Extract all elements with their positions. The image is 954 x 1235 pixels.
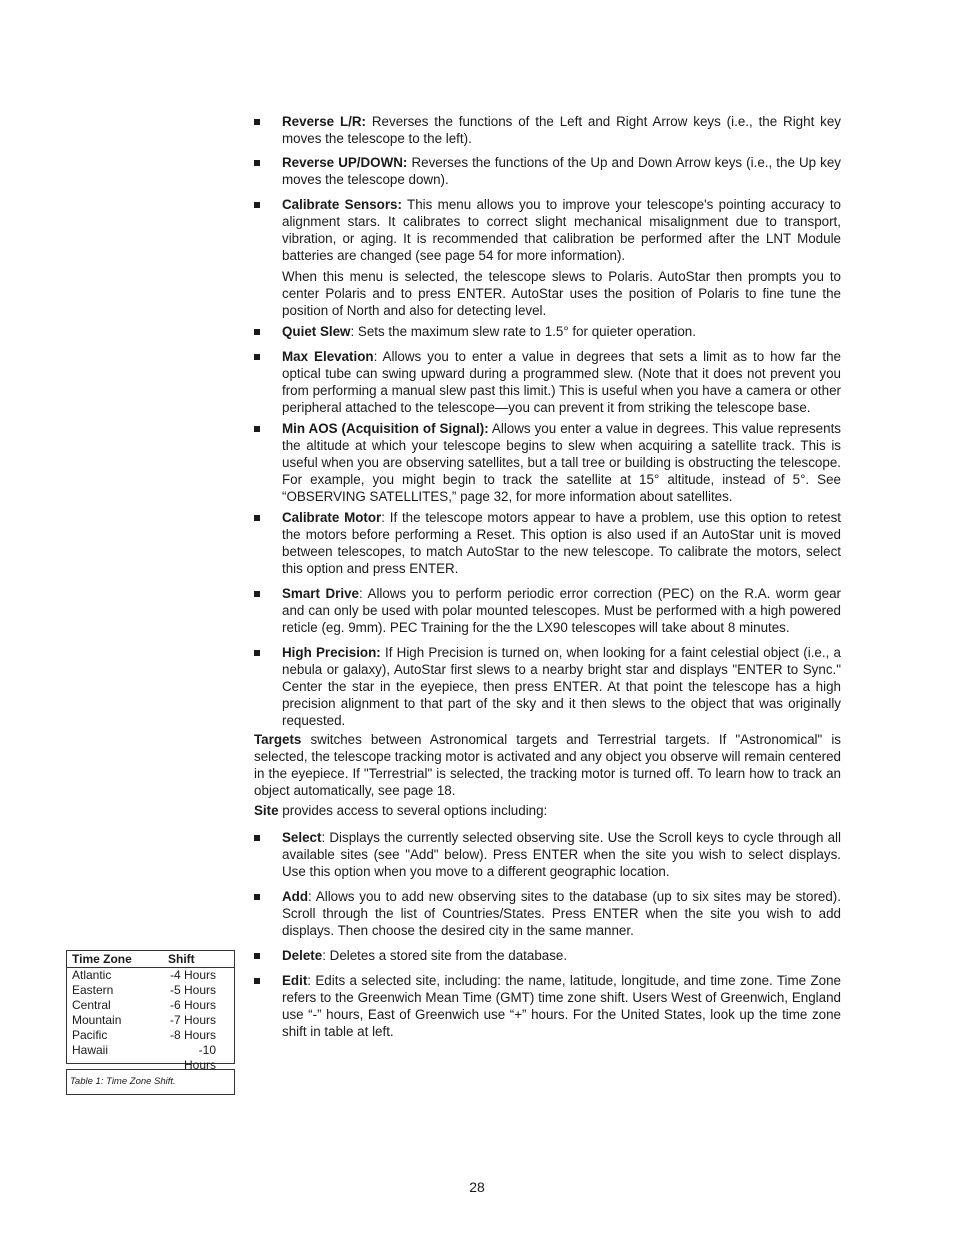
header-time-zone: Time Zone	[72, 952, 132, 966]
item-text: : Allows you to enter a value in degrees that sets a limit as to how far the optical tube can swing upward during a programmed slew. (Note that it does not prevent you from performing a manual slew past this limit.) This is useful when you have a camera or other peripheral attached to the telescope—you can prevent it from striking the telescope base.	[282, 349, 841, 415]
bullet-icon	[254, 426, 260, 432]
shift-cell: -6 Hours	[169, 998, 216, 1012]
item-text: : Allows you to add new observing sites to the database (up to six sites may be stored). Scroll through the list of Countries/States. Press ENTER when the site you wish to add displays. Then choose the desired city in the same manner.	[282, 889, 841, 938]
item-text: : Allows you to perform periodic error correction (PEC) on the R.A. worm gear and can only be used with polar mounted telescopes. Must be performed with a high powered reticle (eg. 9mm). PEC Training for the the LX90 telescopes will take about 8 minutes.	[282, 586, 841, 635]
item-title: Delete	[282, 948, 323, 963]
bullet-icon	[254, 591, 260, 597]
item-text: : Deletes a stored site from the database.	[322, 948, 568, 963]
item-text: Allows you enter a value in degrees. This value represents the altitude at which your telescope begins to slew when acquiring a satellite track. This is useful when you are observing satellites, but a tall tree or building is obstructing the telescope. For example, you might begin to track the satellite at 15° altitude, instead of 5°. See “OBSERVING SATELLITES,” page 32, for more information about satellites.	[282, 421, 841, 504]
site-options-list	[254, 829, 841, 1040]
table-row	[67, 998, 234, 1013]
bullet-icon	[254, 119, 260, 125]
time-zone-cell: Pacific	[72, 1028, 108, 1042]
item-title: Edit	[282, 973, 308, 988]
list-item	[254, 585, 841, 636]
targets-paragraph	[254, 731, 841, 799]
table-row	[67, 1028, 234, 1043]
item-title: Reverse UP/DOWN:	[282, 155, 408, 170]
shift-cell: -10 Hours	[183, 1043, 216, 1072]
bullet-icon	[254, 202, 260, 208]
table-row	[67, 968, 234, 983]
list-item	[254, 196, 841, 319]
item-title: Min AOS (Acquisition of Signal):	[282, 421, 489, 436]
list-item	[254, 113, 841, 147]
item-title: Calibrate Sensors:	[282, 197, 402, 212]
time-zone-cell: Central	[72, 998, 111, 1012]
shift-cell: -7 Hours	[169, 1013, 216, 1027]
bullet-icon	[254, 650, 260, 656]
table-body	[67, 968, 234, 1073]
time-zone-cell: Mountain	[72, 1013, 122, 1027]
header-shift: Shift	[168, 952, 195, 966]
bullet-icon	[254, 160, 260, 166]
item-title: Add	[282, 889, 309, 904]
site-text: provides access to several options including:	[282, 803, 548, 818]
bullet-icon	[254, 329, 260, 335]
item-text: : Edits a selected site, including: the name, latitude, longitude, and time zone. Time Zone refers to the Greenwich Mean Time (GMT) time zone shift. Users West of Greenwich, England use “-” hours, East of Greenwich use “+” hours. For the United States, look up the time zone shift in table at left.	[282, 973, 841, 1039]
main-column	[254, 113, 841, 1040]
item-title: Calibrate Motor	[282, 510, 382, 525]
time-zone-cell: Eastern	[72, 983, 114, 997]
shift-cell: -5 Hours	[169, 983, 216, 997]
bullet-icon	[254, 515, 260, 521]
bullet-icon	[254, 354, 260, 360]
list-item	[254, 947, 841, 964]
menu-options-list	[254, 113, 841, 729]
list-item	[254, 888, 841, 939]
item-title: High Precision:	[282, 645, 381, 660]
bullet-icon	[254, 894, 260, 900]
site-paragraph	[254, 802, 841, 819]
item-text: Reverses the functions of the Left and Right Arrow keys (i.e., the Right key moves the telescope to the left).	[282, 114, 841, 146]
item-title: Max Elevation	[282, 349, 374, 364]
list-item	[254, 644, 841, 729]
item-text: : If the telescope motors appear to have a problem, use this option to retest the motors before performing a Reset. This option is also used if an AutoStar unit is moved between telescopes, to match AutoStar to the new telescope. To calibrate the motors, select this option and press ENTER.	[282, 510, 841, 576]
list-item	[254, 829, 841, 880]
time-zone-table	[66, 950, 235, 1072]
bullet-icon	[254, 953, 260, 959]
list-item	[254, 323, 841, 340]
table-caption-text: Table 1: Time Zone Shift.	[70, 1076, 176, 1087]
list-item	[254, 420, 841, 505]
page-number: 28	[469, 1179, 485, 1195]
shift-cell: -4 Hours	[169, 968, 216, 982]
targets-text: switches between Astronomical targets and Terrestrial targets. If "Astronomical" is selected, the telescope tracking motor is activated and any object you observe will remain centered in the eyepiece. If "Terrestrial" is selected, the tracking motor is turned off. To learn how to track an object automatically, see page 18.	[254, 732, 841, 798]
item-title: Smart Drive	[282, 586, 359, 601]
list-item	[254, 154, 841, 188]
item-text: If High Precision is turned on, when looking for a faint celestial object (i.e., a nebula or galaxy), AutoStar first slews to a nearby bright star and displays "ENTER to Sync." Center the star in the eyepiece, then press ENTER. At that point the telescope has a high precision alignment to that part of the sky and it then slews to the object that was originally requested.	[282, 645, 841, 728]
item-text-continued: When this menu is selected, the telescope slews to Polaris. AutoStar then prompts you to center Polaris and to press ENTER. AutoStar uses the position of Polaris to fine tune the position of North and also for detecting level.	[282, 269, 841, 318]
time-zone-cell: Atlantic	[72, 968, 112, 982]
shift-cell: -8 Hours	[169, 1028, 216, 1042]
item-text: : Displays the currently selected observing site. Use the Scroll keys to cycle through all available sites (see "Add" below). Press ENTER when the site you wish to select displays. Use this option when you move to a different geographic location.	[282, 830, 841, 879]
item-text: : Sets the maximum slew rate to 1.5° for quieter operation.	[350, 324, 696, 339]
bullet-icon	[254, 978, 260, 984]
table-row	[67, 983, 234, 998]
item-text: Reverses the functions of the Up and Down Arrow keys (i.e., the Up key moves the telescope down).	[282, 155, 841, 187]
item-text: This menu allows you to improve your telescope's pointing accuracy to alignment stars. It calibrates to correct slight mechanical misalignment due to transport, vibration, or aging. It is recommended that calibration be performed after the LNT Module batteries are changed (see page 54 for more information).	[282, 197, 841, 263]
bullet-icon	[254, 835, 260, 841]
list-item	[254, 348, 841, 416]
item-title: Reverse L/R:	[282, 114, 367, 129]
table-row	[67, 1013, 234, 1028]
item-title: Select	[282, 830, 322, 845]
time-zone-cell: Hawaii	[72, 1043, 109, 1057]
table-caption	[66, 1069, 235, 1095]
list-item	[254, 972, 841, 1040]
table-header	[67, 951, 234, 968]
site-title: Site	[254, 803, 279, 818]
targets-title: Targets	[254, 732, 302, 747]
list-item	[254, 509, 841, 577]
item-title: Quiet Slew	[282, 324, 351, 339]
